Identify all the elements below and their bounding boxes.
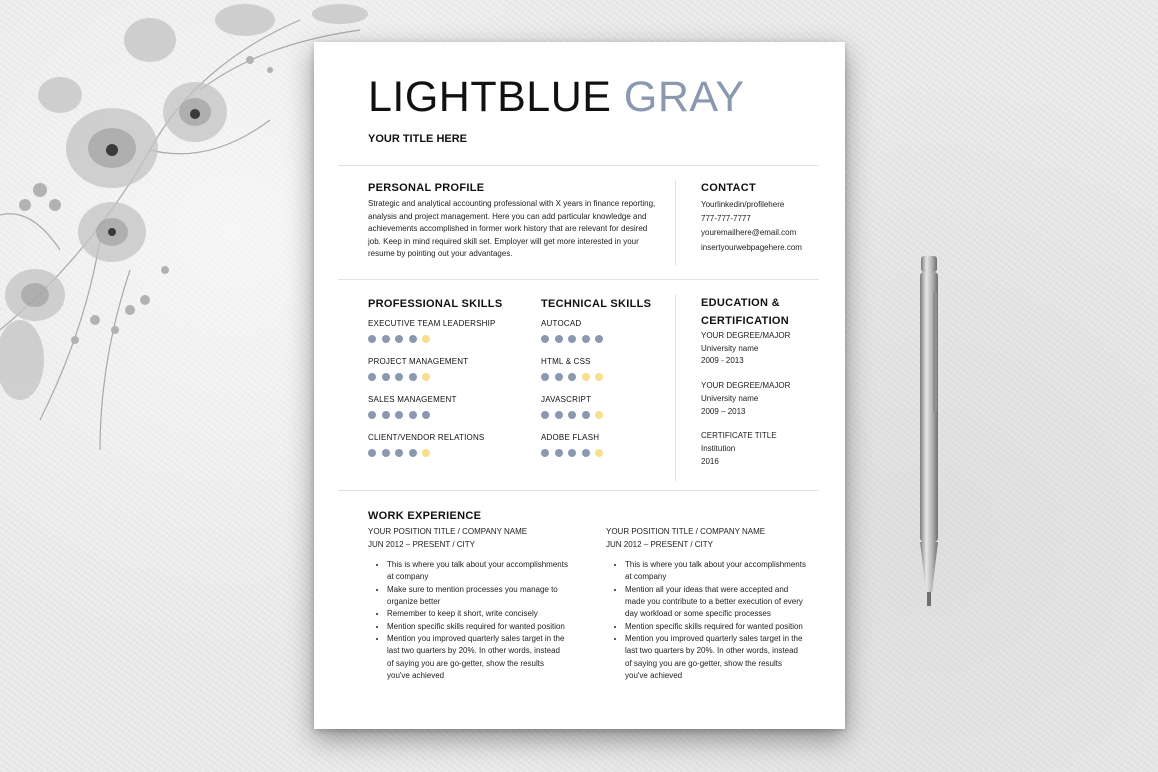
profile-heading: PERSONAL PROFILE xyxy=(368,182,485,194)
rating-dot xyxy=(382,373,390,381)
skill-rating xyxy=(368,411,518,419)
job-header xyxy=(368,526,568,551)
skill-item xyxy=(368,319,518,343)
skill-rating xyxy=(368,335,518,343)
skill-label: HTML & CSS xyxy=(541,357,591,366)
rating-dot xyxy=(368,335,376,343)
resume-name xyxy=(368,73,745,121)
rating-dot xyxy=(382,411,390,419)
divider xyxy=(675,180,676,266)
professional-skills-section xyxy=(368,295,518,457)
education-degree: YOUR DEGREE/MAJOR xyxy=(701,331,791,340)
rating-dot xyxy=(568,411,576,419)
skill-rating xyxy=(541,335,661,343)
rating-dot xyxy=(582,411,590,419)
education-heading-line2: CERTIFICATION xyxy=(701,315,790,327)
skill-rating xyxy=(541,411,661,419)
job-bullets xyxy=(368,559,568,682)
skill-rating xyxy=(541,449,661,457)
education-degree: CERTIFICATE TITLE xyxy=(701,431,777,441)
skill-label: ADOBE FLASH xyxy=(541,433,600,442)
rating-dot xyxy=(409,449,417,457)
skill-item xyxy=(541,319,661,343)
skill-item xyxy=(541,433,661,457)
job-bullet: • This is where you talk about your accomplishments at company xyxy=(625,559,806,584)
last-name: GRAY xyxy=(623,73,745,121)
work-experience-heading: WORK EXPERIENCE xyxy=(368,510,482,522)
rating-dot xyxy=(368,449,376,457)
divider xyxy=(338,490,819,491)
job-dates: JUN 2012 – PRESENT / CITY xyxy=(368,539,475,549)
contact-phone: 777-777-7777 xyxy=(701,214,751,224)
skill-label: SALES MANAGEMENT xyxy=(368,395,457,404)
skill-label: PROJECT MANAGEMENT xyxy=(368,357,469,366)
skill-label: AUTOCAD xyxy=(541,319,582,328)
job-bullet: • Remember to keep it short, write concisely xyxy=(387,608,568,620)
education-item xyxy=(701,430,836,468)
job-entry xyxy=(606,526,806,682)
education-item xyxy=(701,380,836,418)
technical-skills-list xyxy=(541,319,661,457)
rating-dot xyxy=(541,411,549,419)
rating-dot xyxy=(395,449,403,457)
education-section xyxy=(701,294,836,468)
job-bullet: • Mention you improved quarterly sales target in the last two quarters by 20%. In other words, instead of saying you are go-getter, show the results you've achieved xyxy=(625,633,806,682)
job-entry xyxy=(368,526,568,682)
skill-rating xyxy=(541,373,661,381)
contact-section xyxy=(701,179,836,255)
education-institution: University name xyxy=(701,343,759,353)
rating-dot xyxy=(541,373,549,381)
skill-item xyxy=(368,433,518,457)
rating-dot xyxy=(555,411,563,419)
first-name: LIGHTBLUE xyxy=(368,73,612,121)
skill-item xyxy=(368,357,518,381)
rating-dot xyxy=(568,335,576,343)
contact-website: insertyourwebpagehere.com xyxy=(701,242,802,252)
rating-dot xyxy=(409,335,417,343)
skill-item xyxy=(541,357,661,381)
pen-decoration xyxy=(906,252,952,612)
job-position: YOUR POSITION TITLE / COMPANY NAME xyxy=(368,527,528,536)
education-years: 2009 – 2013 xyxy=(701,406,746,416)
rating-dot xyxy=(555,335,563,343)
rating-dot xyxy=(409,411,417,419)
job-dates: JUN 2012 – PRESENT / CITY xyxy=(606,539,713,549)
skill-label: CLIENT/VENDOR RELATIONS xyxy=(368,433,485,442)
skill-rating xyxy=(368,373,518,381)
rating-dot xyxy=(595,335,603,343)
technical-skills-section xyxy=(541,295,661,457)
resume-title: YOUR TITLE HERE xyxy=(368,133,468,145)
rating-dot xyxy=(368,373,376,381)
rating-dot xyxy=(368,411,376,419)
professional-skills-heading: PROFESSIONAL SKILLS xyxy=(368,298,503,310)
rating-dot xyxy=(568,373,576,381)
rating-dot xyxy=(422,373,430,381)
education-heading-line1: EDUCATION & xyxy=(701,297,780,309)
job-bullet: • Mention specific skills required for wanted position xyxy=(625,621,806,633)
contact-heading: CONTACT xyxy=(701,182,757,194)
job-bullet: • This is where you talk about your accomplishments at company xyxy=(387,559,568,584)
divider xyxy=(338,279,819,280)
rating-dot xyxy=(595,411,603,419)
rating-dot xyxy=(582,373,590,381)
contact-email: youremailhere@email.com xyxy=(701,228,797,238)
rating-dot xyxy=(541,335,549,343)
rating-dot xyxy=(395,411,403,419)
rating-dot xyxy=(595,373,603,381)
rating-dot xyxy=(422,335,430,343)
education-institution: Institution xyxy=(701,443,736,453)
education-years: 2009 - 2013 xyxy=(701,356,744,366)
rating-dot xyxy=(541,449,549,457)
technical-skills-heading: TECHNICAL SKILLS xyxy=(541,298,652,310)
rating-dot xyxy=(568,449,576,457)
education-list xyxy=(701,330,836,468)
rating-dot xyxy=(582,449,590,457)
job-bullet: • Mention all your ideas that were accepted and made you contribute to a better execution of every day workload or some specific processes xyxy=(625,584,806,621)
professional-skills-list xyxy=(368,319,518,457)
skill-item xyxy=(541,395,661,419)
job-bullets xyxy=(606,559,806,682)
rating-dot xyxy=(409,373,417,381)
job-bullet: • Make sure to mention processes you manage to organize better xyxy=(387,584,568,609)
rating-dot xyxy=(382,335,390,343)
job-header xyxy=(606,526,806,551)
rating-dot xyxy=(555,373,563,381)
rating-dot xyxy=(582,335,590,343)
contact-linkedin: Yourlinkedin/profilehere xyxy=(701,200,785,209)
job-bullet: • Mention you improved quarterly sales target in the last two quarters by 20%. In other words, instead of saying you are go-getter, show the results you've achieved xyxy=(387,633,568,682)
divider xyxy=(338,165,819,166)
education-years: 2016 xyxy=(701,456,719,466)
rating-dot xyxy=(595,449,603,457)
skill-rating xyxy=(368,449,518,457)
resume-page xyxy=(314,42,845,729)
education-degree: YOUR DEGREE/MAJOR xyxy=(701,381,791,391)
rating-dot xyxy=(422,411,430,419)
job-position: YOUR POSITION TITLE / COMPANY NAME xyxy=(606,527,766,536)
skill-item xyxy=(368,395,518,419)
rating-dot xyxy=(382,449,390,457)
skill-label: JAVASCRIPT xyxy=(541,395,592,404)
skill-label: EXECUTIVE TEAM LEADERSHIP xyxy=(368,319,496,328)
education-item xyxy=(701,330,836,368)
rating-dot xyxy=(555,449,563,457)
education-institution: University name xyxy=(701,393,759,403)
job-bullet: • Mention specific skills required for wanted position xyxy=(387,621,568,633)
rating-dot xyxy=(395,335,403,343)
personal-profile-section xyxy=(368,179,658,261)
rating-dot xyxy=(422,449,430,457)
profile-text: Strategic and analytical accounting professional with X years in finance reporting, analysis and project management. Here you can add particular knowledge and achievements accomplished in former work history that are relevant for desired job. Keep in mind required skill set. Employer will get more interested in your resume by pointing out your advantages. xyxy=(368,199,656,259)
rating-dot xyxy=(395,373,403,381)
divider xyxy=(675,294,676,481)
